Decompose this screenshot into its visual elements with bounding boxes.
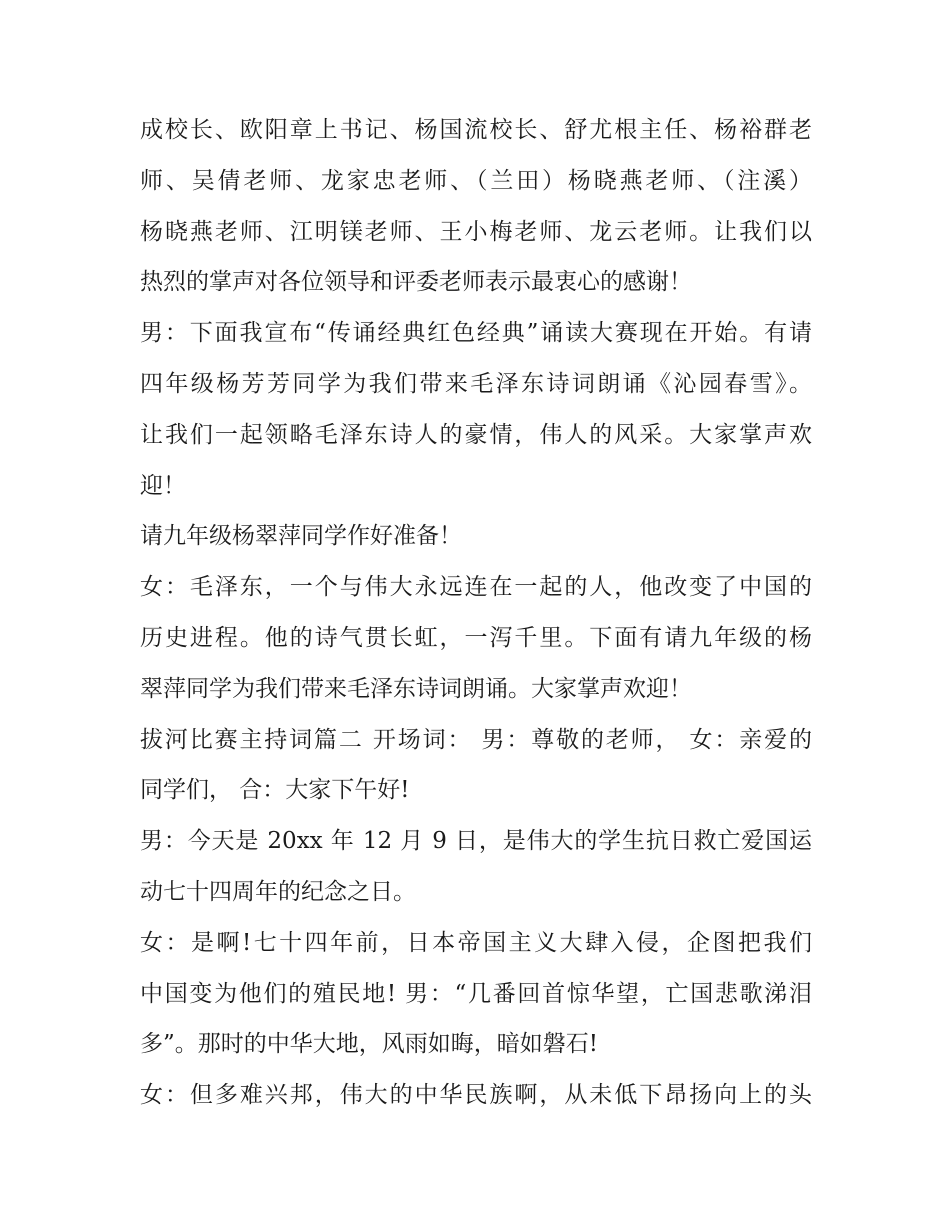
text-line: 中国变为他们的殖民地! 男：“几番回首惊华望，亡国悲歌涕泪	[140, 980, 812, 1007]
text-line: 拔河比赛主持词篇二 开场词： 男：尊敬的老师， 女：亲爱的	[140, 726, 812, 753]
text-line: 杨晓燕老师、江明镁老师、王小梅老师、龙云老师。让我们以	[140, 218, 812, 245]
text-line: 请九年级杨翠萍同学作好准备！	[140, 523, 462, 550]
text-line: 女：毛泽东，一个与伟大永远连在一起的人，他改变了中国的	[140, 574, 812, 601]
text-line: 男：今天是 20xx 年 12 月 9 日，是伟大的学生抗日救亡爱国运	[140, 828, 812, 855]
text-line: 女：是啊!七十四年前，日本帝国主义大肆入侵，企图把我们	[140, 929, 812, 956]
document-body	[140, 105, 812, 1121]
text-line: 四年级杨芳芳同学为我们带来毛泽东诗词朗诵《沁园春雪》。	[140, 370, 812, 397]
text-line: 迎！	[140, 472, 186, 499]
text-line: 男：下面我宣布“传诵经典红色经典”诵读大赛现在开始。有请	[140, 320, 812, 347]
text-line: 同学们， 合：大家下午好!	[140, 777, 410, 804]
text-line: 热烈的掌声对各位领导和评委老师表示最衷心的感谢！	[140, 269, 692, 296]
text-line: 动七十四周年的纪念之日。	[140, 878, 416, 905]
text-line: 让我们一起领略毛泽东诗人的豪情，伟人的风采。大家掌声欢	[140, 421, 812, 448]
text-line: 女：但多难兴邦，伟大的中华民族啊，从未低下昂扬向上的头	[140, 1082, 812, 1109]
text-line: 历史进程。他的诗气贯长虹，一泻千里。下面有请九年级的杨	[140, 624, 812, 651]
text-line: 成校长、欧阳章上书记、杨国流校长、舒尤根主任、杨裕群老	[140, 117, 812, 143]
text-line: 多”。那时的中华大地，风雨如晦，暗如磐石!	[140, 1031, 599, 1058]
text-line: 师、吴倩老师、龙家忠老师、（兰田）杨晓燕老师、（注溪）	[140, 167, 812, 194]
text-line: 翠萍同学为我们带来毛泽东诗词朗诵。大家掌声欢迎！	[140, 675, 692, 702]
